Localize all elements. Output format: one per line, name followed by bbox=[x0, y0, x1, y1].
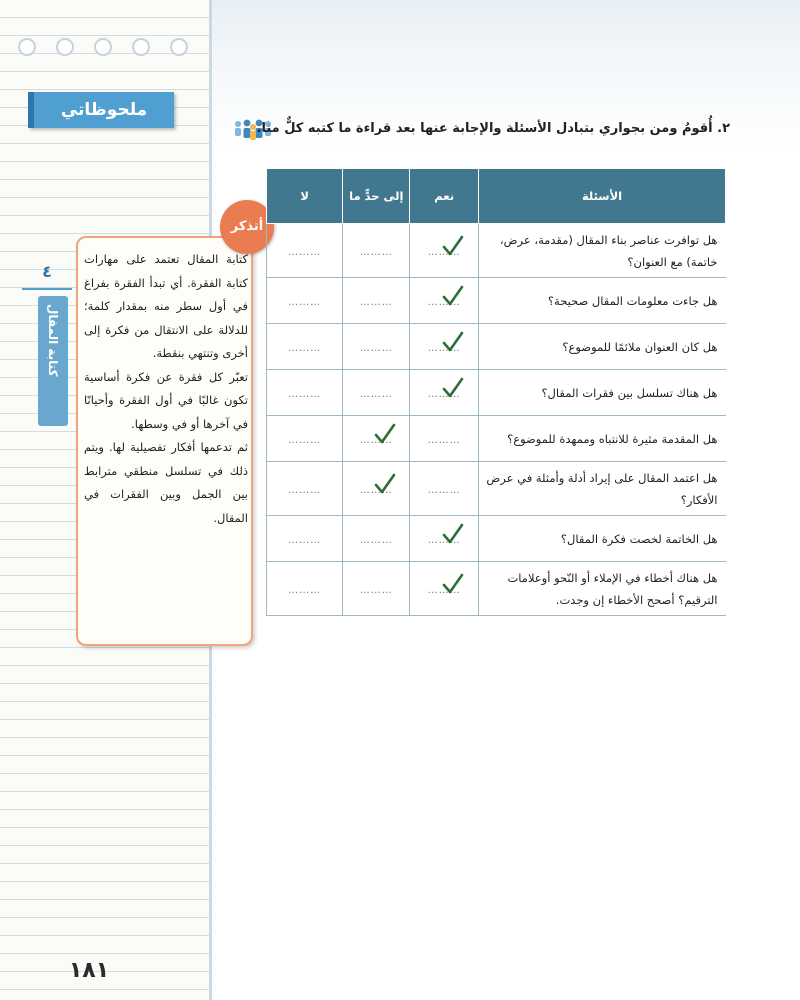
answer-cell-yes[interactable] bbox=[410, 278, 479, 324]
table-row bbox=[267, 562, 726, 616]
checkmark-icon bbox=[442, 523, 464, 545]
table-row bbox=[267, 370, 726, 416]
answer-cell-partly[interactable] bbox=[343, 224, 410, 278]
unit-number: ٤ bbox=[22, 262, 72, 290]
blank-dots: ……… bbox=[288, 388, 322, 400]
checklist-table bbox=[266, 168, 726, 616]
question-cell: هل هناك أخطاء في الإملاء أو النّحو أوعلامات الترقيم؟ أصحح الأخطاء إن وجدت. bbox=[479, 562, 726, 616]
blank-dots: ……… bbox=[427, 484, 461, 496]
answer-cell-no[interactable] bbox=[267, 224, 343, 278]
question-cell: هل هناك تسلسل بين فقرات المقال؟ bbox=[479, 370, 726, 416]
blank-dots: ……… bbox=[359, 388, 393, 400]
checkmark-icon bbox=[442, 285, 464, 307]
header-questions: الأسئلة bbox=[479, 169, 726, 224]
blank-dots: ……… bbox=[359, 342, 393, 354]
header-yes: نعم bbox=[410, 169, 479, 224]
question-cell: هل المقدمة مثيرة للانتباه وممهدة للموضوع؟ bbox=[479, 416, 726, 462]
blank-dots: ……… bbox=[288, 246, 322, 258]
checkmark-icon bbox=[442, 235, 464, 257]
blank-dots: ……… bbox=[428, 343, 461, 354]
answer-cell-no[interactable] bbox=[267, 278, 343, 324]
remember-paragraph: كتابة المقال تعتمد على مهارات كتابة الفقرة. أي تبدأ الفقرة بفراغ في أول سطر منه بمقدار كلمة؛ للدلالة على الانتقال من فكرة إلى أخرى وتنتهي بنقطة. bbox=[84, 252, 248, 360]
table-row bbox=[267, 224, 726, 278]
answer-cell-partly[interactable] bbox=[343, 278, 410, 324]
table-row bbox=[267, 278, 726, 324]
binder-ring bbox=[56, 38, 74, 56]
question-cell: هل الخاتمة لخصت فكرة المقال؟ bbox=[479, 516, 726, 562]
answer-cell-partly[interactable] bbox=[343, 462, 410, 516]
answer-cell-partly[interactable] bbox=[343, 516, 410, 562]
answer-cell-yes[interactable] bbox=[410, 416, 479, 462]
checkmark-icon bbox=[442, 377, 464, 399]
remember-paragraph: ثم تدعمها أفكار تفصيلية لها. ويتم ذلك في تسلسل منطقي مترابط بين الجمل وبين الفقرات في المقال. bbox=[84, 440, 248, 525]
blank-dots: ……… bbox=[428, 247, 461, 258]
blank-dots: ……… bbox=[359, 584, 393, 596]
blank-dots: ……… bbox=[428, 389, 461, 400]
blank-dots: ……… bbox=[359, 296, 393, 308]
unit-label-tab bbox=[38, 296, 68, 426]
blank-dots: ……… bbox=[288, 434, 322, 446]
binder-ring bbox=[170, 38, 188, 56]
blank-dots: ……… bbox=[288, 484, 322, 496]
answer-cell-partly[interactable] bbox=[343, 370, 410, 416]
table-header-row bbox=[267, 169, 726, 224]
table-row bbox=[267, 324, 726, 370]
table-body bbox=[267, 224, 726, 616]
remember-paragraph: تعبّر كل فقرة عن فكرة أساسية تكون غالبًا في أول الفقرة وأحيانًا في آخرها أو في وسطها. bbox=[84, 369, 248, 431]
checkmark-icon bbox=[442, 331, 464, 353]
blank-dots: ……… bbox=[360, 435, 393, 446]
blank-dots: ……… bbox=[288, 534, 322, 546]
answer-cell-no[interactable] bbox=[267, 416, 343, 462]
question-cell: هل كان العنوان ملائمًا للموضوع؟ bbox=[479, 324, 726, 370]
remember-badge: أتذكر bbox=[220, 200, 274, 254]
binder-ring bbox=[18, 38, 36, 56]
answer-cell-no[interactable] bbox=[267, 462, 343, 516]
blank-dots: ……… bbox=[428, 535, 461, 546]
notes-tab: ملحوظاتي bbox=[28, 92, 174, 128]
checkmark-icon bbox=[442, 573, 464, 595]
remember-text bbox=[84, 248, 248, 530]
blank-dots: ……… bbox=[428, 297, 461, 308]
blank-dots: ……… bbox=[360, 485, 393, 496]
answer-cell-yes[interactable] bbox=[410, 516, 479, 562]
blank-dots: ……… bbox=[427, 434, 461, 446]
blank-dots: ……… bbox=[288, 342, 322, 354]
answer-cell-partly[interactable] bbox=[343, 416, 410, 462]
binder-ring bbox=[132, 38, 150, 56]
header-partly: إلى حدٍّ ما bbox=[343, 169, 410, 224]
table-row bbox=[267, 416, 726, 462]
answer-cell-yes[interactable] bbox=[410, 324, 479, 370]
checkmark-icon bbox=[374, 473, 396, 495]
header-no: لا bbox=[267, 169, 343, 224]
answer-cell-no[interactable] bbox=[267, 370, 343, 416]
unit-label-text: كتابة المقال bbox=[46, 304, 60, 377]
table-row bbox=[267, 462, 726, 516]
question-cell: هل جاءت معلومات المقال صحيحة؟ bbox=[479, 278, 726, 324]
blank-dots: ……… bbox=[288, 296, 322, 308]
question-prompt: ٢. أُقومُ ومن بجواري بتبادل الأسئلة والإجابة عنها بعد قراءة ما كتبه كلٌّ منا. bbox=[256, 121, 730, 136]
answer-cell-no[interactable] bbox=[267, 516, 343, 562]
answer-cell-yes[interactable] bbox=[410, 370, 479, 416]
answer-cell-yes[interactable] bbox=[410, 562, 479, 616]
answer-cell-no[interactable] bbox=[267, 324, 343, 370]
answer-cell-partly[interactable] bbox=[343, 562, 410, 616]
question-cell: هل اعتمد المقال على إيراد أدلة وأمثلة في عرض الأفكار؟ bbox=[479, 462, 726, 516]
checkmark-icon bbox=[374, 423, 396, 445]
answer-cell-yes[interactable] bbox=[410, 224, 479, 278]
blank-dots: ……… bbox=[359, 246, 393, 258]
table-row bbox=[267, 516, 726, 562]
blank-dots: ……… bbox=[288, 584, 322, 596]
answer-cell-partly[interactable] bbox=[343, 324, 410, 370]
page-number: ١٨١ bbox=[68, 958, 110, 983]
blank-dots: ……… bbox=[359, 534, 393, 546]
binder-ring bbox=[94, 38, 112, 56]
answer-cell-no[interactable] bbox=[267, 562, 343, 616]
answer-cell-yes[interactable] bbox=[410, 462, 479, 516]
blank-dots: ……… bbox=[428, 585, 461, 596]
question-cell: هل توافرت عناصر بناء المقال (مقدمة، عرض، خاتمة) مع العنوان؟ bbox=[479, 224, 726, 278]
